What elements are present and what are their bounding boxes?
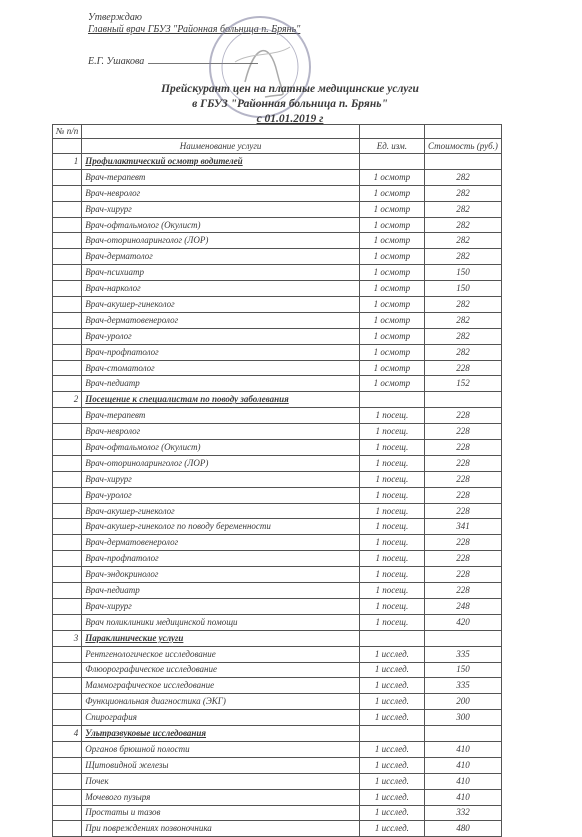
row-cost: 335 [424,678,501,694]
row-unit [359,392,424,408]
table-row [53,201,502,217]
table-row [53,360,502,376]
approval-position: Главный врач ГБУЗ "Районная больница п. Брянь" [88,24,301,35]
row-num [53,805,82,821]
row-num [53,821,82,837]
row-unit: 1 осмотр [359,233,424,249]
row-cost: 228 [424,408,501,424]
row-unit: 1 исслед. [359,710,424,726]
row-cost: 282 [424,297,501,313]
row-num [53,233,82,249]
row-name: Простаты и тазов [82,805,360,821]
section-row [53,630,502,646]
row-cost: 228 [424,503,501,519]
row-name: Почек [82,773,360,789]
row-num [53,614,82,630]
row-cost: 228 [424,583,501,599]
row-unit: 1 посещ. [359,440,424,456]
row-cost: 282 [424,344,501,360]
row-name: Флюорографическое исследование [82,662,360,678]
row-num [53,201,82,217]
row-cost: 150 [424,281,501,297]
table-row [53,185,502,201]
row-cost: 200 [424,694,501,710]
table-row [53,694,502,710]
row-cost: 420 [424,614,501,630]
row-unit [359,630,424,646]
row-name: Врач-уролог [82,487,360,503]
row-unit: 1 посещ. [359,455,424,471]
row-num [53,789,82,805]
row-num [53,646,82,662]
row-num [53,424,82,440]
row-name: Врач-акушер-гинеколог по поводу беременности [82,519,360,535]
row-name: Ультразвуковые исследования [82,726,360,742]
row-cost: 341 [424,519,501,535]
row-num [53,598,82,614]
row-unit: 1 осмотр [359,360,424,376]
row-unit: 1 осмотр [359,185,424,201]
row-cost: 228 [424,487,501,503]
row-cost: 282 [424,233,501,249]
row-name: Спирография [82,710,360,726]
header-cost-top [424,125,501,139]
row-unit: 1 осмотр [359,297,424,313]
row-unit: 1 посещ. [359,598,424,614]
table-row [53,805,502,821]
row-cost: 228 [424,360,501,376]
row-name: Врач-нарколог [82,281,360,297]
table-row [53,678,502,694]
row-name: Врач-невролог [82,185,360,201]
row-name: Щитовидной железы [82,757,360,773]
row-num [53,408,82,424]
row-name: При повреждениях позвоночника [82,821,360,837]
row-name: Врач-невролог [82,424,360,440]
table-row [53,598,502,614]
row-num: 4 [53,726,82,742]
table-row [53,312,502,328]
row-unit [359,154,424,170]
table-row [53,773,502,789]
row-num [53,535,82,551]
row-cost: 228 [424,455,501,471]
row-cost [424,154,501,170]
title-line-2: в ГБУЗ "Районная больница п. Брянь" [192,98,388,110]
header-unit: Ед. изм. [359,139,424,154]
header-unit-top [359,125,424,139]
row-name: Посещение к специалистам по поводу заболевания [82,392,360,408]
row-cost: 282 [424,169,501,185]
row-num: 2 [53,392,82,408]
table-row [53,297,502,313]
header-name-top [82,125,360,139]
row-name: Врач-уролог [82,328,360,344]
row-name: Врач-дерматовенеролог [82,535,360,551]
row-num [53,265,82,281]
row-num [53,344,82,360]
row-cost [424,630,501,646]
row-unit: 1 посещ. [359,424,424,440]
row-num [53,519,82,535]
row-name: Врач-офтальмолог (Окулист) [82,217,360,233]
row-unit: 1 посещ. [359,551,424,567]
row-cost [424,392,501,408]
approval-heading: Утверждаю [88,12,142,23]
table-row [53,233,502,249]
row-name: Врач-эндокринолог [82,567,360,583]
row-num: 1 [53,154,82,170]
table-row [53,249,502,265]
title-date: с 01.01.2019 г [256,113,324,125]
row-unit: 1 посещ. [359,503,424,519]
row-name: Врач-стоматолог [82,360,360,376]
row-name: Врач-акушер-гинеколог [82,297,360,313]
row-unit: 1 посещ. [359,487,424,503]
row-unit: 1 исслед. [359,821,424,837]
table-row [53,424,502,440]
row-unit: 1 исслед. [359,662,424,678]
row-unit: 1 исслед. [359,646,424,662]
row-cost: 228 [424,440,501,456]
row-unit: 1 осмотр [359,376,424,392]
row-name: Врач-терапевт [82,408,360,424]
row-unit: 1 исслед. [359,773,424,789]
section-row [53,392,502,408]
table-row [53,551,502,567]
row-num [53,360,82,376]
row-num [53,551,82,567]
table-row [53,328,502,344]
row-cost: 228 [424,424,501,440]
row-num [53,662,82,678]
table-row [53,440,502,456]
table-row [53,710,502,726]
row-cost: 282 [424,249,501,265]
row-num [53,328,82,344]
row-name: Врач-профпатолог [82,344,360,360]
row-unit: 1 посещ. [359,519,424,535]
row-name: Функциональная диагностика (ЭКГ) [82,694,360,710]
table-row [53,789,502,805]
row-num [53,297,82,313]
header-num: № п/п [53,125,82,139]
row-name: Врач-оториноларинголог (ЛОР) [82,233,360,249]
row-num [53,773,82,789]
row-name: Параклинические услуги [82,630,360,646]
row-cost: 228 [424,567,501,583]
row-num [53,169,82,185]
row-unit: 1 исслед. [359,678,424,694]
table-row [53,169,502,185]
row-cost: 480 [424,821,501,837]
row-unit: 1 посещ. [359,583,424,599]
row-unit: 1 исслед. [359,741,424,757]
row-cost: 282 [424,217,501,233]
row-num [53,281,82,297]
table-row [53,265,502,281]
row-name: Рентгенологическое исследование [82,646,360,662]
row-name: Врач-хирург [82,471,360,487]
table-row [53,583,502,599]
row-name: Мочевого пузыря [82,789,360,805]
row-name: Врач-дерматовенеролог [82,312,360,328]
row-num [53,217,82,233]
row-unit: 1 осмотр [359,328,424,344]
section-row [53,726,502,742]
table-row [53,217,502,233]
row-unit: 1 посещ. [359,567,424,583]
row-unit: 1 осмотр [359,312,424,328]
row-name: Профилактический осмотр водителей [82,154,360,170]
row-num [53,185,82,201]
row-name: Маммографическое исследование [82,678,360,694]
row-num [53,741,82,757]
row-num [53,487,82,503]
row-num [53,710,82,726]
table-row [53,757,502,773]
table-row [53,487,502,503]
row-cost: 150 [424,662,501,678]
section-row [53,154,502,170]
row-unit: 1 исслед. [359,805,424,821]
row-num: 3 [53,630,82,646]
row-num [53,249,82,265]
row-cost: 248 [424,598,501,614]
row-name: Органов брюшной полости [82,741,360,757]
row-name: Врач-хирург [82,201,360,217]
document-title [140,82,440,127]
row-unit: 1 исслед. [359,757,424,773]
table-row [53,662,502,678]
title-line-1: Прейскурант цен на платные медицинские услуги [161,83,419,95]
table-header-row [53,139,502,154]
table-row [53,519,502,535]
row-name: Врач-дерматолог [82,249,360,265]
row-cost: 282 [424,328,501,344]
row-cost: 410 [424,757,501,773]
row-unit: 1 осмотр [359,169,424,185]
row-name: Врач-педиатр [82,376,360,392]
row-cost: 335 [424,646,501,662]
row-num [53,471,82,487]
row-num [53,583,82,599]
table-row [53,344,502,360]
row-name: Врач-офтальмолог (Окулист) [82,440,360,456]
row-cost: 228 [424,535,501,551]
row-cost: 152 [424,376,501,392]
row-cost: 410 [424,773,501,789]
table-row [53,614,502,630]
row-name: Врач-терапевт [82,169,360,185]
table-header-row-top [53,125,502,139]
table-row [53,376,502,392]
header-num-empty [53,139,82,154]
table-row [53,455,502,471]
row-cost [424,726,501,742]
row-unit: 1 осмотр [359,201,424,217]
row-unit: 1 осмотр [359,265,424,281]
table-row [53,471,502,487]
row-unit [359,726,424,742]
row-num [53,567,82,583]
row-unit: 1 посещ. [359,408,424,424]
row-cost: 228 [424,471,501,487]
row-num [53,503,82,519]
row-cost: 300 [424,710,501,726]
header-name: Наименование услуги [82,139,360,154]
row-unit: 1 осмотр [359,249,424,265]
row-cost: 228 [424,551,501,567]
row-cost: 282 [424,201,501,217]
row-unit: 1 посещ. [359,535,424,551]
row-num [53,312,82,328]
row-unit: 1 исслед. [359,694,424,710]
row-unit: 1 посещ. [359,614,424,630]
row-cost: 282 [424,185,501,201]
table-row [53,535,502,551]
table-row [53,821,502,837]
row-name: Врач-акушер-гинеколог [82,503,360,519]
row-cost: 150 [424,265,501,281]
row-name: Врач-хирург [82,598,360,614]
price-table-body [53,154,502,837]
table-row [53,567,502,583]
row-name: Врач-психиатр [82,265,360,281]
price-table [52,124,502,837]
row-cost: 410 [424,741,501,757]
row-unit: 1 осмотр [359,217,424,233]
row-unit: 1 осмотр [359,281,424,297]
table-row [53,503,502,519]
row-num [53,678,82,694]
row-num [53,694,82,710]
table-row [53,281,502,297]
header-cost: Стоимость (руб.) [424,139,501,154]
table-row [53,408,502,424]
row-unit: 1 посещ. [359,471,424,487]
table-row [53,646,502,662]
row-unit: 1 исслед. [359,789,424,805]
row-cost: 332 [424,805,501,821]
row-name: Врач-профпатолог [82,551,360,567]
row-name: Врач-оториноларинголог (ЛОР) [82,455,360,471]
approval-signer: Е.Г. Ушакова [88,56,145,67]
row-num [53,757,82,773]
row-name: Врач-педиатр [82,583,360,599]
row-num [53,376,82,392]
row-num [53,455,82,471]
row-unit: 1 осмотр [359,344,424,360]
table-row [53,741,502,757]
row-num [53,440,82,456]
row-cost: 410 [424,789,501,805]
row-name: Врач поликлиники медицинской помощи [82,614,360,630]
row-cost: 282 [424,312,501,328]
